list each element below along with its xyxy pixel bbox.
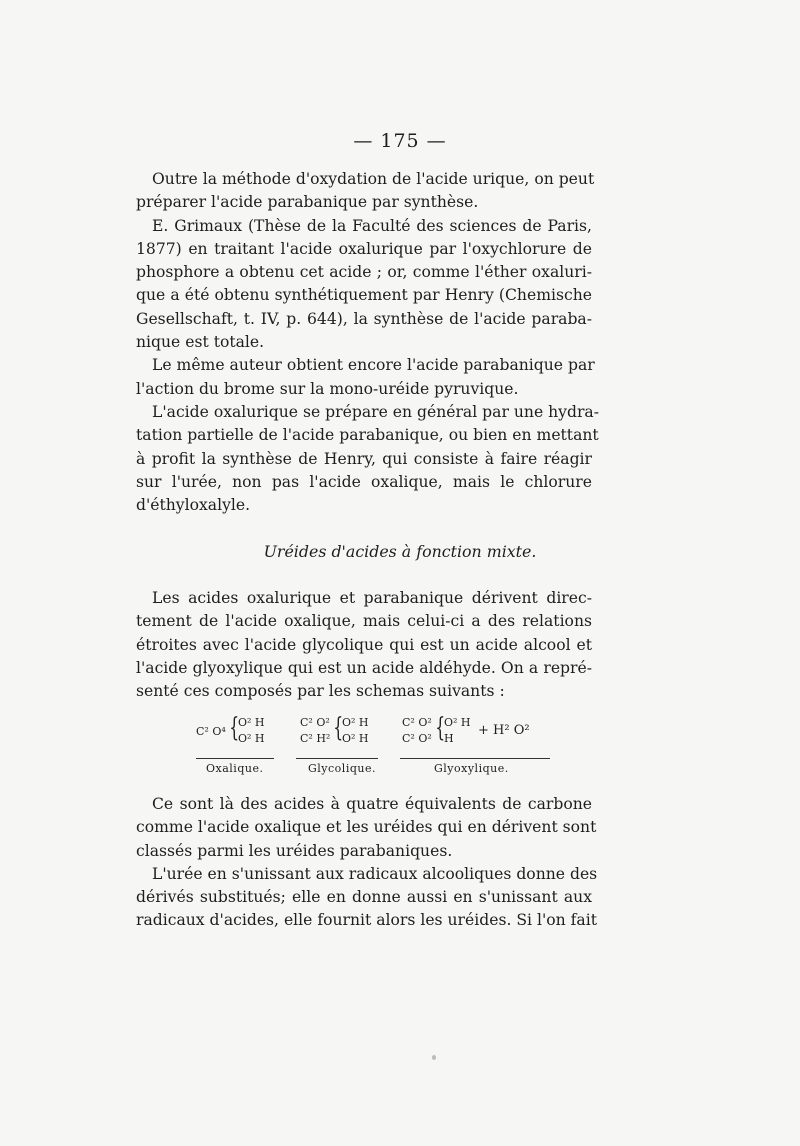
glyoxylic-brace: { <box>435 713 446 743</box>
text-line: senté ces composés par les schemas suivants : <box>136 682 505 701</box>
glycolic-brace: { <box>333 713 344 743</box>
text-line: à profit la synthèse de Henry, qui consiste à faire réagir <box>136 449 592 468</box>
text-line: nique est totale. <box>136 333 265 352</box>
text-line: phosphore a obtenu cet acide ; or, comme l'éther oxaluri- <box>136 263 592 282</box>
page-number: — 175 — <box>353 130 447 152</box>
glyoxylic-underbrace <box>400 752 550 759</box>
paragraph <box>136 354 595 401</box>
text-line: L'urée en s'unissant aux radicaux alcooliques donne des <box>152 864 598 883</box>
text-line: sur l'urée, non pas l'acide oxalique, mais le chlorure <box>136 472 592 491</box>
oxalic-left: C² O⁴ <box>196 725 226 738</box>
glycolic-top: O² H <box>342 716 369 729</box>
formula-schemes <box>196 712 606 775</box>
glyoxylic-top: O² H <box>444 716 471 729</box>
paragraph <box>136 215 592 355</box>
glycolic-bottom: O² H <box>342 732 369 745</box>
text-line: tement de l'acide oxalique, mais celui-ci a des relations <box>136 612 592 631</box>
text-block-conclusion <box>136 793 598 933</box>
glycolic-left-top: C² O² <box>300 716 330 729</box>
paragraph <box>136 863 598 933</box>
glycolic-left-bottom: C² H² <box>300 732 331 745</box>
text-line: Ce sont là des acides à quatre équivalents de carbone <box>152 795 592 813</box>
text-line: radicaux d'acides, elle fournit alors les uréides. Si l'on fait <box>136 911 597 930</box>
glyoxylic-caption: Glyoxylique. <box>434 762 509 775</box>
text-line: Outre la méthode d'oxydation de l'acide urique, on peut <box>152 170 595 188</box>
text-line: l'acide glyoxylique qui est un acide aldéhyde. On a repré- <box>136 658 592 677</box>
text-line: classés parmi les uréides parabaniques. <box>136 841 453 860</box>
glyoxylic-left-top: C² O² <box>402 716 432 729</box>
paragraph <box>136 587 592 703</box>
text-line: Les acides oxalurique et parabanique dérivent direc- <box>152 589 592 607</box>
glyoxylic-left-bottom: C² O² <box>402 732 432 745</box>
text-line: Gesellschaft, t. IV, p. 644), la synthèse de l'acide paraba- <box>136 309 592 328</box>
oxalic-caption: Oxalique. <box>206 762 264 775</box>
section-title: Uréides d'acides à fonction mixte. <box>263 542 537 561</box>
text-line: étroites avec l'acide glycolique qui est un acide alcool et <box>136 635 592 654</box>
oxalic-underbrace <box>196 752 274 759</box>
glyoxylic-extra: + H² O² <box>478 723 530 738</box>
glyoxylic-bottom: H <box>444 732 454 745</box>
text-line: Le même auteur obtient encore l'acide parabanique par <box>152 356 595 375</box>
text-line: E. Grimaux (Thèse de la Faculté des sciences de Paris, <box>152 216 592 235</box>
text-block-mixed-acids <box>136 587 592 703</box>
text-line: dérivés substitués; elle en donne aussi en s'unissant aux <box>136 888 592 907</box>
text-line: tation partielle de l'acide parabanique, ou bien en mettant <box>136 426 599 445</box>
paragraph <box>136 168 595 215</box>
oxalic-bottom: O² H <box>238 732 265 745</box>
oxalic-brace: { <box>229 713 240 743</box>
text-line: préparer l'acide parabanique par synthèse. <box>136 193 479 212</box>
text-line: d'éthyloxalyle. <box>136 496 251 515</box>
glycolic-caption: Glycolique. <box>308 762 376 775</box>
text-line: L'acide oxalurique se prépare en général par une hydra- <box>152 402 599 421</box>
glycolic-underbrace <box>296 752 378 759</box>
paragraph <box>136 793 597 863</box>
text-line: 1877) en traitant l'acide oxalurique par l'oxychlorure de <box>136 239 592 258</box>
print-smudge <box>432 1055 436 1060</box>
text-line: comme l'acide oxalique et les uréides qui en dérivent sont <box>136 818 597 837</box>
text-line: que a été obtenu synthétiquement par Henry (Chemische <box>136 286 592 305</box>
text-block-intro <box>136 168 599 517</box>
text-line: l'action du brome sur la mono-uréide pyruvique. <box>136 379 519 398</box>
paragraph <box>136 401 599 517</box>
oxalic-top: O² H <box>238 716 265 729</box>
